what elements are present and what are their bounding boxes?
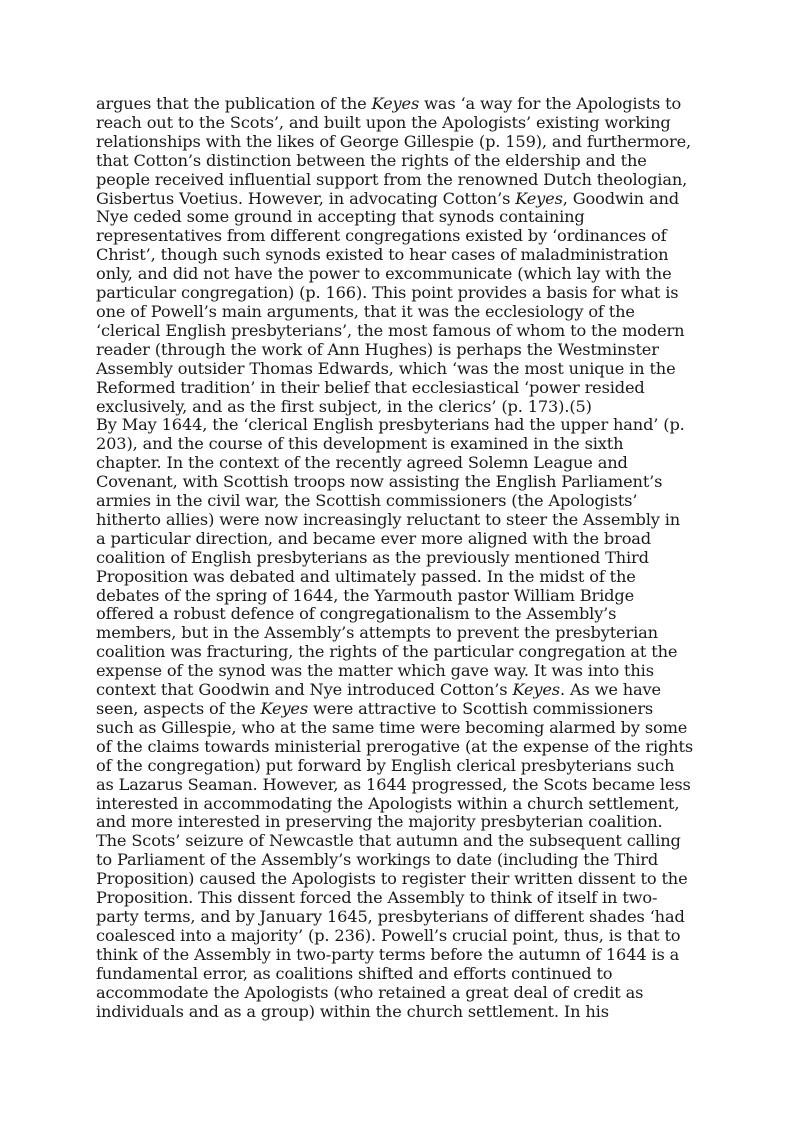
text-run: offered a robust defence of congregationalism to the Assembly’s <box>96 604 617 624</box>
text-line <box>96 908 706 927</box>
text-line <box>96 227 706 246</box>
italic-title: Keyes <box>371 94 420 113</box>
text-run: Assembly outsider Thomas Edwards, which ‘was the most unique in the <box>96 358 676 378</box>
text-line <box>96 322 706 341</box>
text-line <box>96 832 706 851</box>
text-run: of the congregation) put forward by English clerical presbyterians such <box>96 755 675 775</box>
text-line <box>96 643 706 662</box>
text-run: Proposition. This dissent forced the Assembly to think of itself in two- <box>96 888 658 908</box>
text-line <box>96 171 706 190</box>
text-line <box>96 927 706 946</box>
text-line <box>96 549 706 568</box>
text-line <box>96 568 706 587</box>
text-line <box>96 662 706 681</box>
text-run: one of Powell’s main arguments, that it was the ecclesiology of the <box>96 301 635 321</box>
text-run: Reformed tradition’ in their belief that ecclesiastical ‘power resided <box>96 377 645 397</box>
text-line <box>96 265 706 284</box>
text-run: representatives from different congregations existed by ‘ordinances of <box>96 226 667 246</box>
text-line <box>96 530 706 549</box>
text-run: 203), and the course of this development is examined in the sixth <box>96 434 624 454</box>
text-line <box>96 511 706 530</box>
text-run: fundamental error, as coalitions shifted and efforts continued to <box>96 963 613 983</box>
text-run: armies in the civil war, the Scottish commissioners (the Apologists’ <box>96 491 638 511</box>
document-page <box>96 95 706 1021</box>
text-line <box>96 870 706 889</box>
text-line <box>96 435 706 454</box>
text-line <box>96 605 706 624</box>
text-line <box>96 379 706 398</box>
text-run: such as Gillespie, who at the same time were becoming alarmed by some <box>96 717 688 737</box>
text-run: think of the Assembly in two-party terms before the autumn of 1644 is a <box>96 944 680 964</box>
text-run: and more interested in preserving the majority presbyterian coalition. <box>96 812 663 832</box>
text-line <box>96 208 706 227</box>
text-run: , Goodwin and <box>562 188 679 208</box>
text-line <box>96 851 706 870</box>
text-run: Gisbertus Voetius. However, in advocating Cotton’s <box>96 188 516 208</box>
text-run: exclusively, and as the first subject, in the clerics’ (p. 173).(5) <box>96 396 592 416</box>
text-line <box>96 757 706 776</box>
italic-title: Keyes <box>515 188 563 208</box>
text-line <box>96 889 706 908</box>
text-run: The Scots’ seizure of Newcastle that autumn and the subsequent calling <box>96 831 681 851</box>
text-line <box>96 813 706 832</box>
text-line <box>96 1003 706 1022</box>
text-run: seen, aspects of the <box>96 699 261 718</box>
text-line <box>96 624 706 643</box>
text-line <box>96 398 706 417</box>
text-line <box>96 965 706 984</box>
text-run: reach out to the Scots’, and built upon the Apologists’ existing working <box>96 112 671 132</box>
text-line <box>96 284 706 303</box>
text-run: argues that the publication of the <box>96 94 372 113</box>
text-run: to Parliament of the Assembly’s workings to date (including the Third <box>96 850 659 870</box>
text-run: Proposition was debated and ultimately passed. In the midst of the <box>96 566 636 586</box>
text-run: individuals and as a group) within the church settlement. In his <box>96 1001 609 1021</box>
text-run: members, but in the Assembly’s attempts to prevent the presbyterian <box>96 623 658 643</box>
text-line <box>96 492 706 511</box>
text-run: a particular direction, and became ever more aligned with the broad <box>96 528 652 548</box>
text-run: people received influential support from the renowned Dutch theologian, <box>96 169 688 189</box>
text-run: debates of the spring of 1644, the Yarmouth pastor William Bridge <box>96 585 635 605</box>
text-run: of the claims towards ministerial prerogative (at the expense of the rights <box>96 736 694 756</box>
text-line <box>96 114 706 133</box>
text-line <box>96 341 706 360</box>
text-line <box>96 416 706 435</box>
text-line <box>96 795 706 814</box>
text-line <box>96 587 706 606</box>
text-line <box>96 473 706 492</box>
text-run: interested in accommodating the Apologists within a church settlement, <box>96 793 680 813</box>
text-run: expense of the synod was the matter which gave way. It was into this <box>96 661 654 681</box>
text-line <box>96 681 706 700</box>
text-run: Proposition) caused the Apologists to register their written dissent to the <box>96 869 688 889</box>
text-run: only, and did not have the power to excommunicate (which lay with the <box>96 264 672 284</box>
text-run: coalesced into a majority’ (p. 236). Powell’s crucial point, thus, is that to <box>96 925 681 945</box>
body-paragraph <box>96 416 706 1021</box>
text-run: Covenant, with Scottish troops now assisting the English Parliament’s <box>96 472 663 492</box>
text-run: coalition of English presbyterians as the previously mentioned Third <box>96 547 649 567</box>
text-run: reader (through the work of Ann Hughes) is perhaps the Westminster <box>96 339 659 359</box>
text-line <box>96 776 706 795</box>
text-line <box>96 95 706 114</box>
text-run: as Lazarus Seaman. However, as 1644 progressed, the Scots became less <box>96 774 691 794</box>
text-line <box>96 303 706 322</box>
text-run: Nye ceded some ground in accepting that synods containing <box>96 207 585 227</box>
text-run: ‘clerical English presbyterians’, the most famous of whom to the modern <box>96 320 685 340</box>
text-run: particular congregation) (p. 166). This point provides a basis for what is <box>96 283 679 303</box>
text-line <box>96 738 706 757</box>
text-run: . As we have <box>559 680 661 700</box>
text-run: party terms, and by January 1645, presbyterians of different shades ‘had <box>96 906 685 926</box>
italic-title: Keyes <box>512 680 560 700</box>
text-line <box>96 133 706 152</box>
text-run: context that Goodwin and Nye introduced Cotton’s <box>96 680 513 700</box>
text-line <box>96 946 706 965</box>
text-run: hitherto allies) were now increasingly reluctant to steer the Assembly in <box>96 509 681 529</box>
text-run: was ‘a way for the Apologists to <box>419 94 682 113</box>
text-run: that Cotton’s distinction between the rights of the eldership and the <box>96 150 647 170</box>
text-line <box>96 360 706 379</box>
body-paragraph <box>96 95 706 416</box>
text-run: relationships with the likes of George Gillespie (p. 159), and furthermore, <box>96 131 692 151</box>
text-run: By May 1644, the ‘clerical English presbyterians had the upper hand’ (p. <box>96 415 685 435</box>
text-line <box>96 719 706 738</box>
text-line <box>96 700 706 719</box>
text-run: chapter. In the context of the recently agreed Solemn League and <box>96 453 628 473</box>
text-line <box>96 190 706 209</box>
text-run: coalition was fracturing, the rights of the particular congregation at the <box>96 642 678 662</box>
text-line <box>96 984 706 1003</box>
text-line <box>96 152 706 171</box>
text-line <box>96 246 706 265</box>
text-line <box>96 454 706 473</box>
italic-title: Keyes <box>260 699 309 718</box>
text-run: were attractive to Scottish commissioners <box>308 699 654 718</box>
text-run: Christ’, though such synods existed to hear cases of maladministration <box>96 245 669 265</box>
text-run: accommodate the Apologists (who retained a great deal of credit as <box>96 982 644 1002</box>
